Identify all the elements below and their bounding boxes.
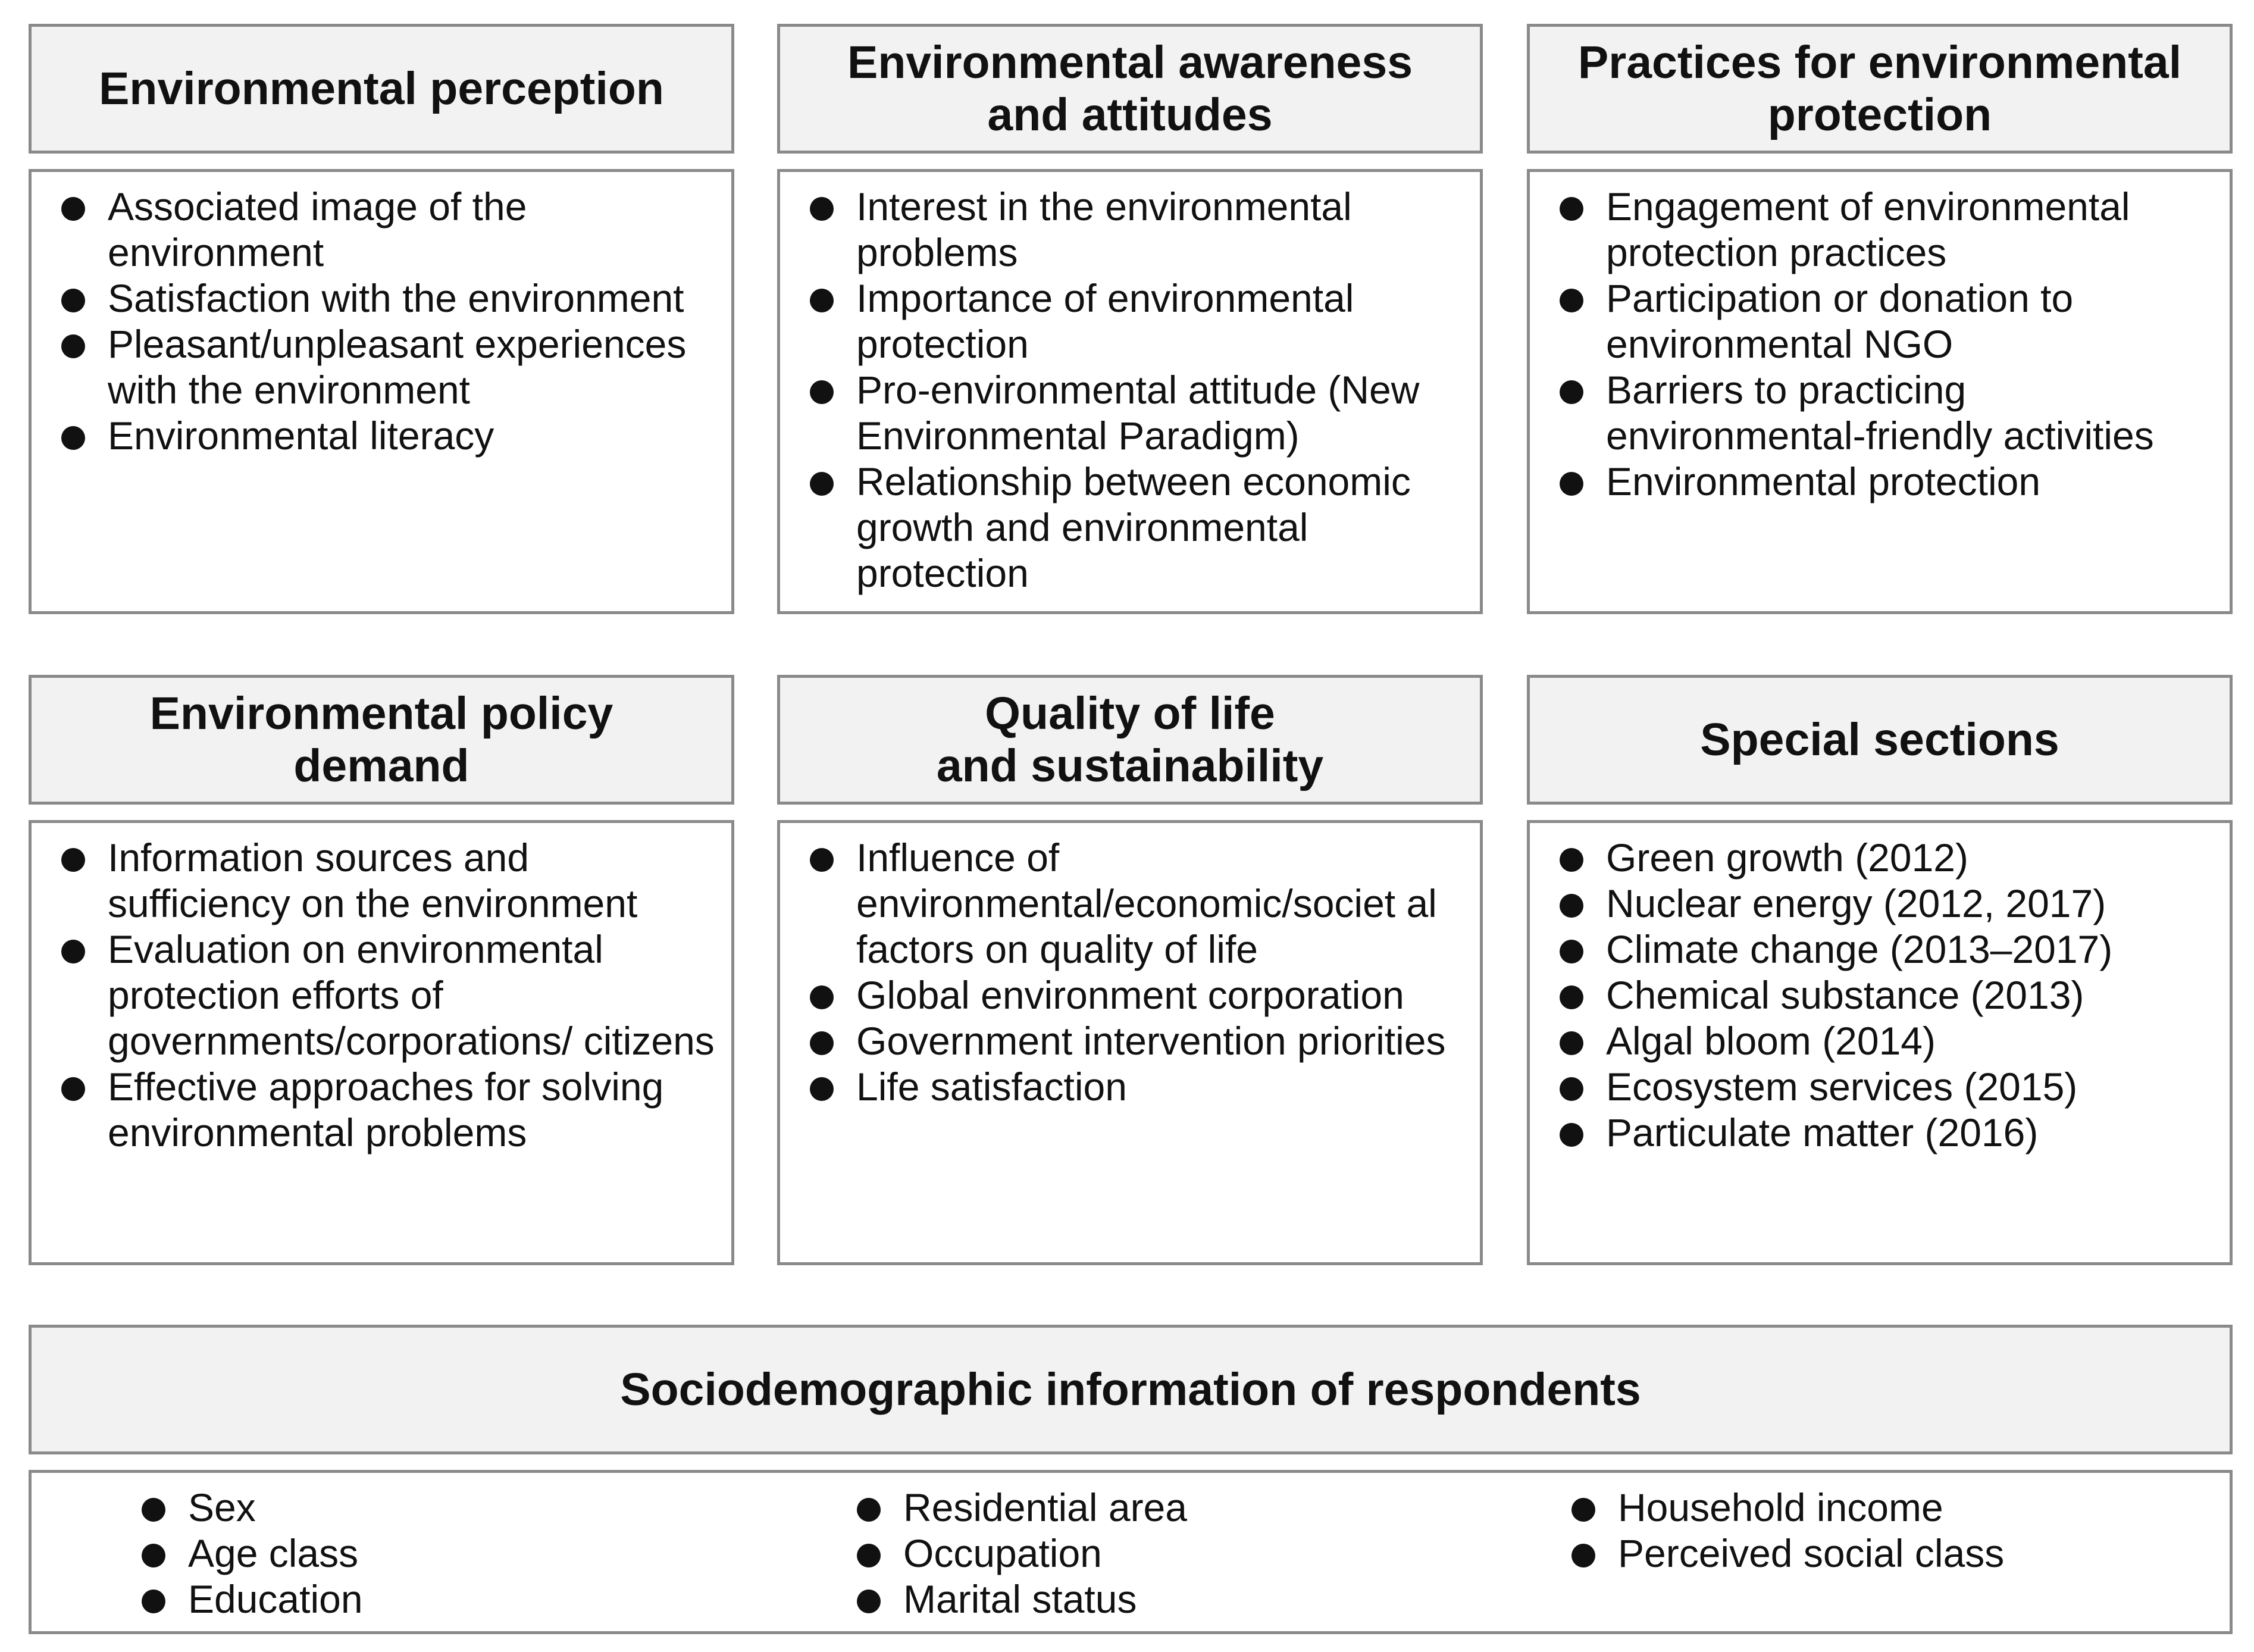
list-item: Occupation bbox=[827, 1531, 1482, 1576]
section-body-policy-demand bbox=[29, 820, 734, 1265]
section-header-environmental-awareness bbox=[777, 24, 1483, 154]
list-item: Algal bloom (2014) bbox=[1530, 1018, 2215, 1064]
section-header-practices-protection bbox=[1527, 24, 2233, 154]
section-title: Quality of life and sustainability bbox=[936, 688, 1324, 791]
list-item: Importance of environmental protection bbox=[780, 276, 1466, 367]
list-item: Associated image of the environment bbox=[32, 184, 717, 276]
bullet-list bbox=[32, 835, 717, 1156]
section-header-policy-demand bbox=[29, 675, 734, 805]
section-body-environmental-awareness bbox=[777, 169, 1483, 614]
list-item: Ecosystem services (2015) bbox=[1530, 1064, 2215, 1110]
list-item: Climate change (2013–2017) bbox=[1530, 927, 2215, 972]
list-item: Green growth (2012) bbox=[1530, 835, 2215, 881]
list-item: Relationship between economic growth and environmental protection bbox=[780, 459, 1466, 596]
list-item: Perceived social class bbox=[1542, 1531, 2196, 1576]
section-title: Special sections bbox=[1700, 714, 2059, 765]
list-item: Age class bbox=[112, 1531, 766, 1576]
list-item: Global environment corporation bbox=[780, 972, 1466, 1018]
section-body-sociodemographic bbox=[29, 1470, 2233, 1634]
section-header-environmental-perception bbox=[29, 24, 734, 154]
list-item: Pro-environmental attitude (New Environmental Paradigm) bbox=[780, 367, 1466, 459]
list-item: Environmental protection bbox=[1530, 459, 2215, 505]
list-item: Satisfaction with the environment bbox=[32, 276, 717, 321]
section-title: Practices for environmental protection bbox=[1577, 37, 2182, 140]
list-item: Residential area bbox=[827, 1485, 1482, 1531]
bullet-list bbox=[780, 184, 1466, 596]
list-item: Nuclear energy (2012, 2017) bbox=[1530, 881, 2215, 927]
section-title: Sociodemographic information of respondents bbox=[620, 1364, 1641, 1415]
list-item: Life satisfaction bbox=[780, 1064, 1466, 1110]
section-header-special-sections bbox=[1527, 675, 2233, 805]
list-item: Influence of environmental/economic/societ al factors on quality of life bbox=[780, 835, 1466, 972]
bullet-list bbox=[780, 835, 1466, 1110]
socio-column-3 bbox=[1542, 1485, 2196, 1576]
section-body-special-sections bbox=[1527, 820, 2233, 1265]
section-title: Environmental awareness and attitudes bbox=[847, 37, 1413, 140]
list-item: Chemical substance (2013) bbox=[1530, 972, 2215, 1018]
section-body-environmental-perception bbox=[29, 169, 734, 614]
section-body-quality-of-life bbox=[777, 820, 1483, 1265]
bullet-list bbox=[32, 184, 717, 459]
section-header-quality-of-life bbox=[777, 675, 1483, 805]
section-body-practices-protection bbox=[1527, 169, 2233, 614]
list-item: Particulate matter (2016) bbox=[1530, 1110, 2215, 1156]
list-item: Interest in the environmental problems bbox=[780, 184, 1466, 276]
list-item: Government intervention priorities bbox=[780, 1018, 1466, 1064]
list-item: Participation or donation to environmental NGO bbox=[1530, 276, 2215, 367]
list-item: Effective approaches for solving environmental problems bbox=[32, 1064, 717, 1156]
list-item: Pleasant/unpleasant experiences with the environment bbox=[32, 321, 717, 413]
socio-column-2 bbox=[827, 1485, 1482, 1622]
socio-column-1 bbox=[112, 1485, 766, 1622]
section-header-sociodemographic bbox=[29, 1325, 2233, 1454]
list-item: Information sources and sufficiency on the environment bbox=[32, 835, 717, 927]
list-item: Engagement of environmental protection practices bbox=[1530, 184, 2215, 276]
list-item: Barriers to practicing environmental-friendly activities bbox=[1530, 367, 2215, 459]
list-item: Household income bbox=[1542, 1485, 2196, 1531]
bullet-list bbox=[1530, 184, 2215, 505]
list-item: Environmental literacy bbox=[32, 413, 717, 459]
section-title: Environmental perception bbox=[99, 63, 664, 114]
section-title: Environmental policy demand bbox=[149, 688, 613, 791]
list-item: Evaluation on environmental protection efforts of governments/corporations/ citizens bbox=[32, 927, 717, 1064]
list-item: Sex bbox=[112, 1485, 766, 1531]
list-item: Education bbox=[112, 1576, 766, 1622]
list-item: Marital status bbox=[827, 1576, 1482, 1622]
bullet-list bbox=[1530, 835, 2215, 1156]
